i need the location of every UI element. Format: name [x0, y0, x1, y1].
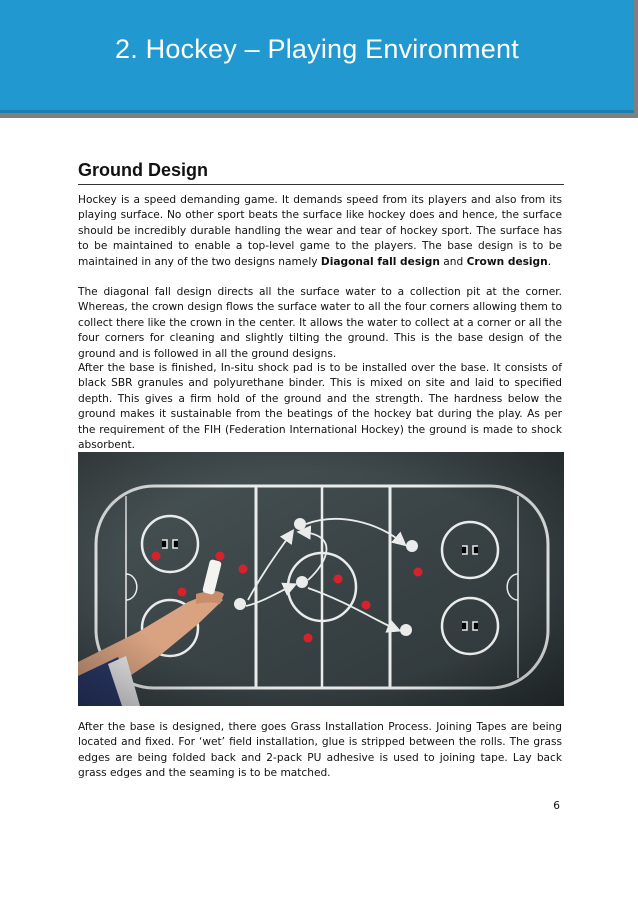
hockey-rink-figure [78, 452, 564, 706]
diagonal-fall-design-term: Diagonal fall design [320, 255, 440, 268]
board-vignette [78, 452, 564, 706]
header-bar [0, 0, 634, 113]
paragraph-3: After the base is finished, In-situ shock pad is to be installed over the base. It consists of black SBR granules and polyurethane binder. This is mixed on site and laid to specified depth. This gives a firm hold of the ground and the strength. The hardness below the ground makes it sustainable from the beatings of the hockey bat during the play. As per the requirement of the FIH (Federation International Hockey) the ground is made to shock absorbent. [78, 362, 562, 452]
paragraph-1-conjunction: and [439, 255, 467, 268]
paragraph-1-text: Hockey is a speed demanding game. It demands speed from its players and also from its playing surface. No other sport beats the surface like hockey does and hence, the surface should be incredibly durable handling the wear and tear of hockey sport. The surface has to be maintained to enable a top-level game to the players. The base design is to be maintained in any of the two designs namely [78, 194, 562, 268]
hockey-rink-chalkboard-illustration [78, 452, 564, 706]
section-heading: Ground Design [78, 160, 564, 185]
page-title: 2. Hockey – Playing Environment [115, 34, 519, 64]
paragraph-4: After the base is designed, there goes Grass Installation Process. Joining Tapes are being located and fixed. For ‘wet’ field installation, glue is stripped between the rolls. The grass edges are being folded back and 2-pack PU adhesive is used to joining tape. Lay back grass edges and the seaming is to be matched. [78, 721, 562, 780]
paragraph-1 [78, 193, 562, 270]
page-number: 6 [553, 800, 560, 812]
paragraph-2: The diagonal fall design directs all the surface water to a collection pit at the corner. Whereas, the crown design flows the surface water to all the four corners allowing them to collect there like the crown in the center. It allows the water to collect at a corner or all the four corners for cleaning and slightly tilting the ground. This is the base design of the ground and is followed in all the ground designs. [78, 286, 562, 360]
crown-design-term: Crown design [466, 255, 548, 268]
paragraph-1-end: . [547, 255, 552, 268]
